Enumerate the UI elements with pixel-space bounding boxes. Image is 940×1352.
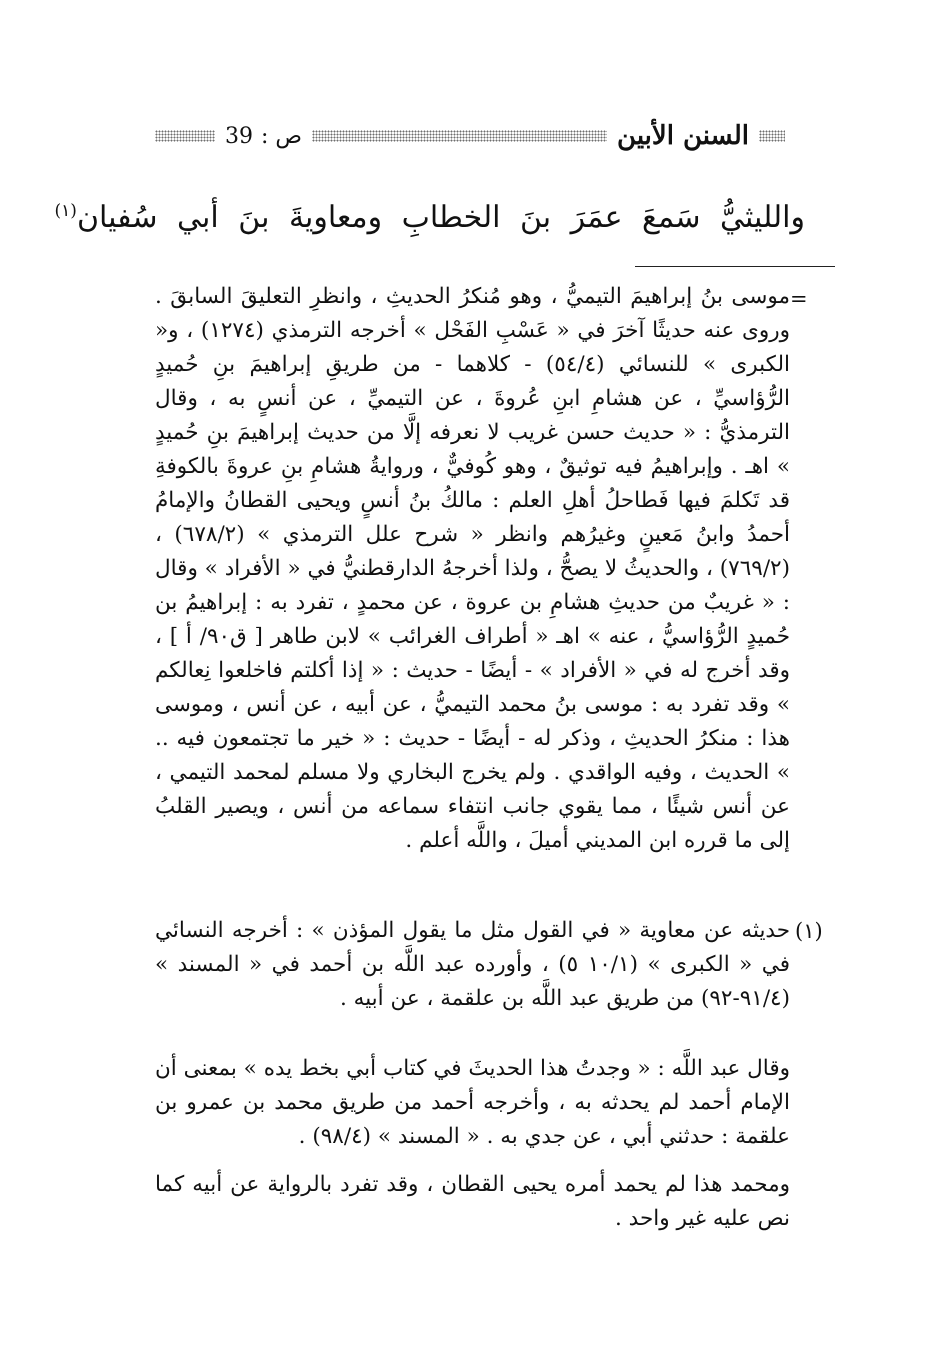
main-text: والليثيُّ سَمعَ عمَرَ بنَ الخطابِ ومعاويةَ بنَ أبي سُفيان bbox=[76, 200, 805, 235]
page-number: 39 bbox=[225, 123, 253, 149]
header-ornament-left bbox=[155, 130, 215, 142]
page-reference bbox=[225, 124, 302, 149]
header-ornament-middle bbox=[312, 130, 607, 142]
book-title: السنن الأبين bbox=[617, 121, 749, 151]
page-label: ص : bbox=[261, 123, 303, 149]
header-ornament-right bbox=[759, 130, 785, 142]
footnote-1-marker: (١) bbox=[795, 919, 823, 943]
footnote-continuation: موسى بنُ إبراهيمَ التيميُّ ، وهو مُنكرُ الحديثِ ، وانظرِ التعليقَ السابقَ . وروى عنه حديثًا آخرَ في « عَسْبِ الفَحْل » أخرجه الترمذي (١٢٧٤) ، و« الكبرى » للنسائي (٥٤/٤) - كلاهما - من طريقِ إبراهيمَ بنِ حُميدٍ الرُّؤاسيِّ ، عن هشامِ ابنِ عُروةَ ، عن التيميِّ ، عن أنسٍ به ، وقال الترمذيُّ : « حديث حسن غريب لا نعرفه إلَّا من حديث إبراهيمَ بنِ حُميدٍ » اهـ . وإبراهيمُ فيه توثيقٌ ، وهو كُوفيٌّ ، وروايةُ هشامِ بنِ عروةَ بالكوفةِ قد تَكلمَ فيها فَطاحلُ أهلِ العلم : مالكُ بنُ أنسٍ ويحيى القطانُ والإمامُ أحمدُ وابنُ مَعينٍ وغيرُهم وانظر « شرح علل الترمذي » (٦٧٨/٢) ، (٧٦٩/٢) ، والحديثُ لا يصحُّ ، ولذا أخرجهُ الدارقطنيُّ في « الأفراد » وقال : « غريبٌ من حديثِ هشامِ بن عروة ، عن محمدٍ ، تفرد به : إبراهيمُ بن حُميدٍ الرُّؤاسيُّ ، عنه » اهـ « أطراف الغرائب » لابن طاهر [ ق٩٠/ أ ] ، وقد أخرج له في « الأفراد » - أيضًا - حديث : « إذا أكلتم فاخلعوا نِعالكم » وقد تفرد به : موسى بنُ محمد التيميُّ ، عن أبيه ، عن أنس ، وموسى هذا : منكرُ الحديثِ ، وذكر له - أيضًا - حديث : « خير ما تجتمعون فيه .. » الحديث ، وفيه الواقدي . ولم يخرج البخاري ولا مسلم لمحمد التيمي ، عن أنس شيئًا ، مما يقوي جانب انتفاء سماعه من أنس ، ويصير القلبُ إلى ما قرره ابن المديني أميلَ ، واللَّه أعلم . bbox=[155, 284, 791, 853]
main-text-line bbox=[54, 188, 805, 241]
footnote-1-paragraph-1: حديثه عن معاوية « في القول مثل ما يقول المؤذن » : أخرجه النسائي في « الكبرى » (١٠/١ ٥) ، وأورده عبد اللَّه بن أحمد في « المسند » (٩١/٤-٩٢) من طريق عبد اللَّه بن علقمة ، عن أبيه . bbox=[155, 918, 790, 1011]
footnote-separator bbox=[635, 266, 835, 267]
running-header bbox=[155, 118, 785, 154]
footnote-1-paragraph-2: وقال عبد اللَّه : « وجدتُ هذا الحديثَ في كتاب أبي بخط يده » بمعنى أن الإمام أحمد لم يحدثه به ، وأخرجه أحمد من طريق محمد بن عمرو بن علقمة : حدثني أبي ، عن جدي به . « المسند » (٩٨/٤) . bbox=[155, 1056, 790, 1149]
footnote-reference: (١) bbox=[54, 201, 77, 221]
continuation-marker: = bbox=[790, 287, 808, 311]
footnote-1-paragraph-3: ومحمد هذا لم يحمد أمره يحيى القطان ، وقد تفرد بالرواية عن أبيه كما نص عليه غير واحد . bbox=[155, 1172, 790, 1231]
